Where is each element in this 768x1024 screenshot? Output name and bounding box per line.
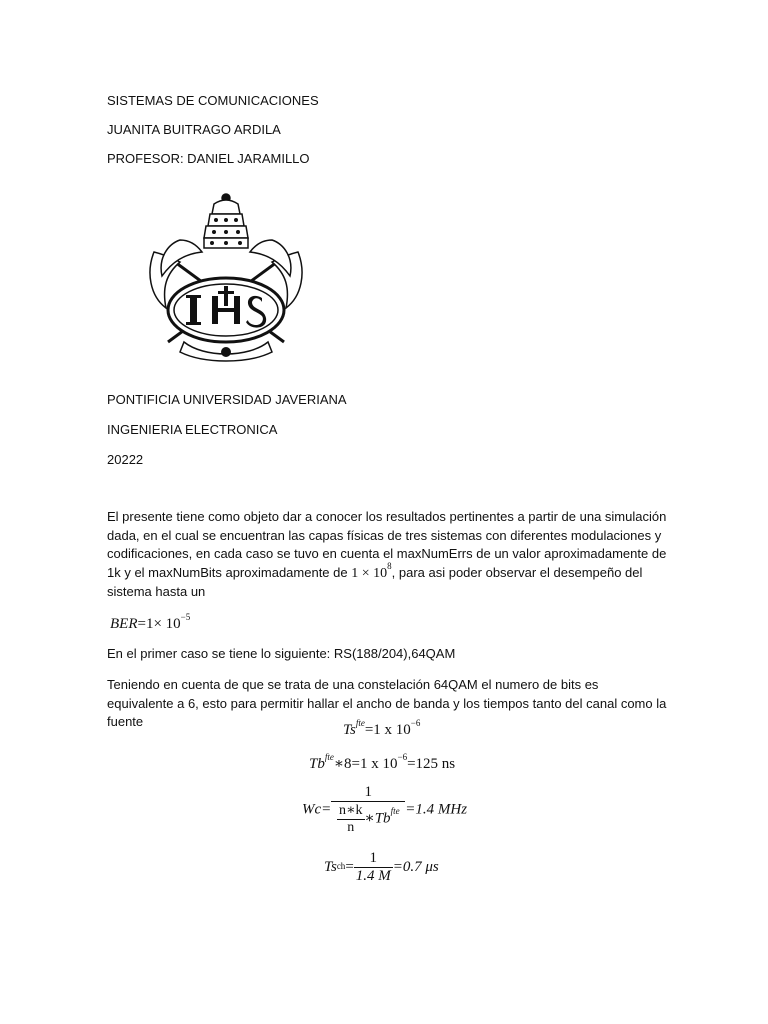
bandwidth-fraction: 1 $\frac{n∗k}{n}$ $∗Tb^{fte}$ [331,784,405,836]
term: 20222 [107,452,144,467]
university-crest [144,192,308,364]
ts-canal-fraction: $\frac{1}{1.4 M}$ [355,850,391,884]
intro-text-2: , para asi poder observar el desempeño del sistema hasta un [107,564,643,599]
equation-ts-canal: $Ts^{ch}=$ $\frac{1}{1.4 M}$ =0.7 μs [324,850,439,884]
program-name: INGENIERIA ELECTRONICA [107,422,278,437]
author-name: JUANITA BUITRAGO ARDILA [107,122,281,137]
equation-tb-fuente: $Tb^{fte}∗8=1$ x $10^{-6}=125$ ns [309,752,456,772]
course-title: SISTEMAS DE COMUNICACIONES [107,93,319,108]
intro-text-1: El presente tiene como objeto dar a conocer los resultados pertinentes a partir de una simulación dada, en el cual se encuentran las capas físicas de tres sistemas con diferentes modulaciones y codificaciones, en cada caso se tuvo en cuenta el maxNumErrs de un valor aproximadamente de 1k y el maxNumBits aproximadamente de [107,509,667,580]
professor-name: PROFESOR: DANIEL JARAMILLO [107,151,310,166]
max-bits-value: $1 \times 10^8$ [351,560,392,581]
intro-paragraph [107,508,667,602]
equation-bandwidth: Wc= 1 $\frac{n∗k}{n}$ $∗Tb^{fte}$ =1.4 MHz [302,784,468,835]
case1-paragraph: Teniendo en cuenta de que se trata de una constelación 64QAM el numero de bits es equivalente a 6, esto para permitir hallar el ancho de banda y los tiempos tanto del canal como la fuente [107,677,667,729]
ber-equation: $BER=1\times 10^{-5}$ [110,612,191,632]
equation-ts-fuente: $Ts^{fte}=1$ x $10^{-6}$ [343,718,421,738]
university-name: PONTIFICIA UNIVERSIDAD JAVERIANA [107,392,347,407]
case1-heading: En el primer caso se tiene lo siguiente: RS(188/204),64QAM [107,646,456,661]
